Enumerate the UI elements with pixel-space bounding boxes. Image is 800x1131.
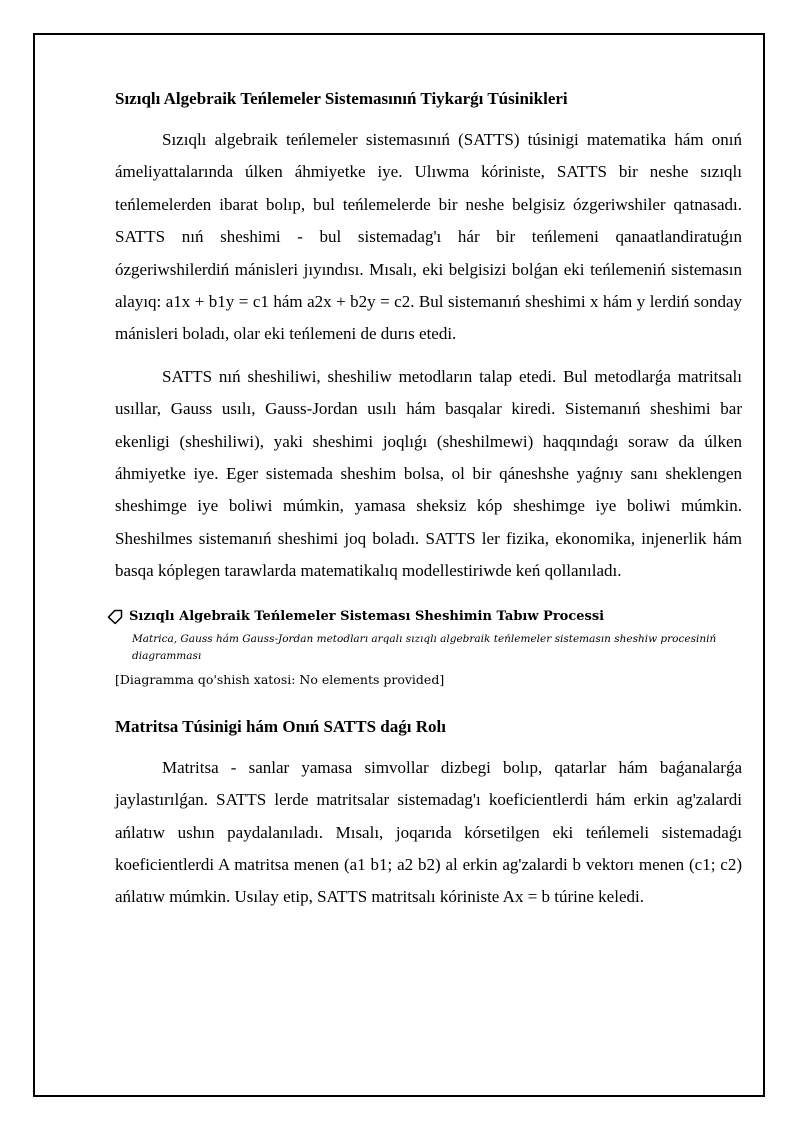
section-1-paragraph-2: SATTS nıń sheshiliwi, sheshiliw metodların talap etedi. Bul metodlarǵa matritsalı usıllar, Gauss usılı, Gauss-Jordan usılı hám basqalar kiredi. Sistemanıń sheshimi bar ekenligi (sheshiliwi), yaki sheshimi joqlıǵı (sheshilmewi) haqqındaǵı soraw da úlken áhmiyetke iye. Eger sistemada sheshim bolsa, ol bir qáneshshe yaǵnıy sanı sheklengen sheshimge iye boliwi múmkin, yamasa sheksiz kóp sheshimge iye boliwi múmkin. Sheshilmes sistemanıń sheshimi joq boladı. SATTS ler fizika, ekonomika, injenerlik hám basqa kóplegen tarawlarda matematikalıq modellestiriwde keń qollanıladı. [115, 366, 742, 581]
diagram-title: Sızıqlı Algebraik Teńlemeler Sisteması Sheshimin Tabıw Processi [129, 608, 605, 624]
section-2-paragraph-1: Matritsa - sanlar yamasa simvollar dizbegi bolıp, qatarlar hám baǵanalarǵa jaylastırılǵan. SATTS lerde matritsalar sistemadag'ı koeficientlerdi hám erkin ag'zalardi ańlatıw ushın paydalanıladı. Mısalı, joqarıda kórsetilgen eki teńlemeli sistemadaǵı koeficientlerdi A matritsa menen (a1 b1; a2 b2) al erkin ag'zalardi b vektorı menen (c1; c2) ańlatıw múmkin. Usılay etip, SATTS matritsalı kóriniste Ax = b túrine keledi. [115, 757, 742, 907]
diagram-error-message: [Diagramma qo'shish xatosi: No elements provided] [115, 671, 445, 687]
section-1-paragraph-1: Sızıqlı algebraik teńlemeler sistemasınıń (SATTS) túsinigi matematika hám onıń ámeliyattalarında úlken áhmiyetke iye. Ulıwma kóriniste, SATTS bir neshe sızıqlı teńlemelerden ibarat bolıp, bul teńlemelerde bir neshe belgisiz ózgeriwshiler qatnasadı. SATTS nıń sheshimi - bul sistemadag'ı hár bir teńlemeni qanaatlandiratuǵın ózgeriwshilerdiń mánisleri jıyındısı. Mısalı, eki belgisizi bolǵan eki teńlemeniń sistemasın alayıq: a1x + b1y = c1 hám a2x + b2y = c2. Bul sistemanıń sheshimi x hám y lerdiń sonday mánisleri boladı, olar eki teńlemeni de durıs etedi. [115, 130, 742, 344]
diagram-caption: Matrica, Gauss hám Gauss-Jordan metodları arqalı sızıqlı algebraik teńlemeler sistemasın sheshiw procesiniń diagramması [132, 632, 717, 662]
tag-icon [107, 609, 123, 625]
section-2-heading: Matritsa Túsinigi hám Onıń SATTS daǵı Rolı [115, 716, 446, 736]
document-body [115, 85, 742, 914]
section-1-heading: Sızıqlı Algebraik Teńlemeler Sistemasınıń Tiykarǵı Túsinikleri [115, 89, 568, 108]
diagram-heading [107, 606, 742, 628]
